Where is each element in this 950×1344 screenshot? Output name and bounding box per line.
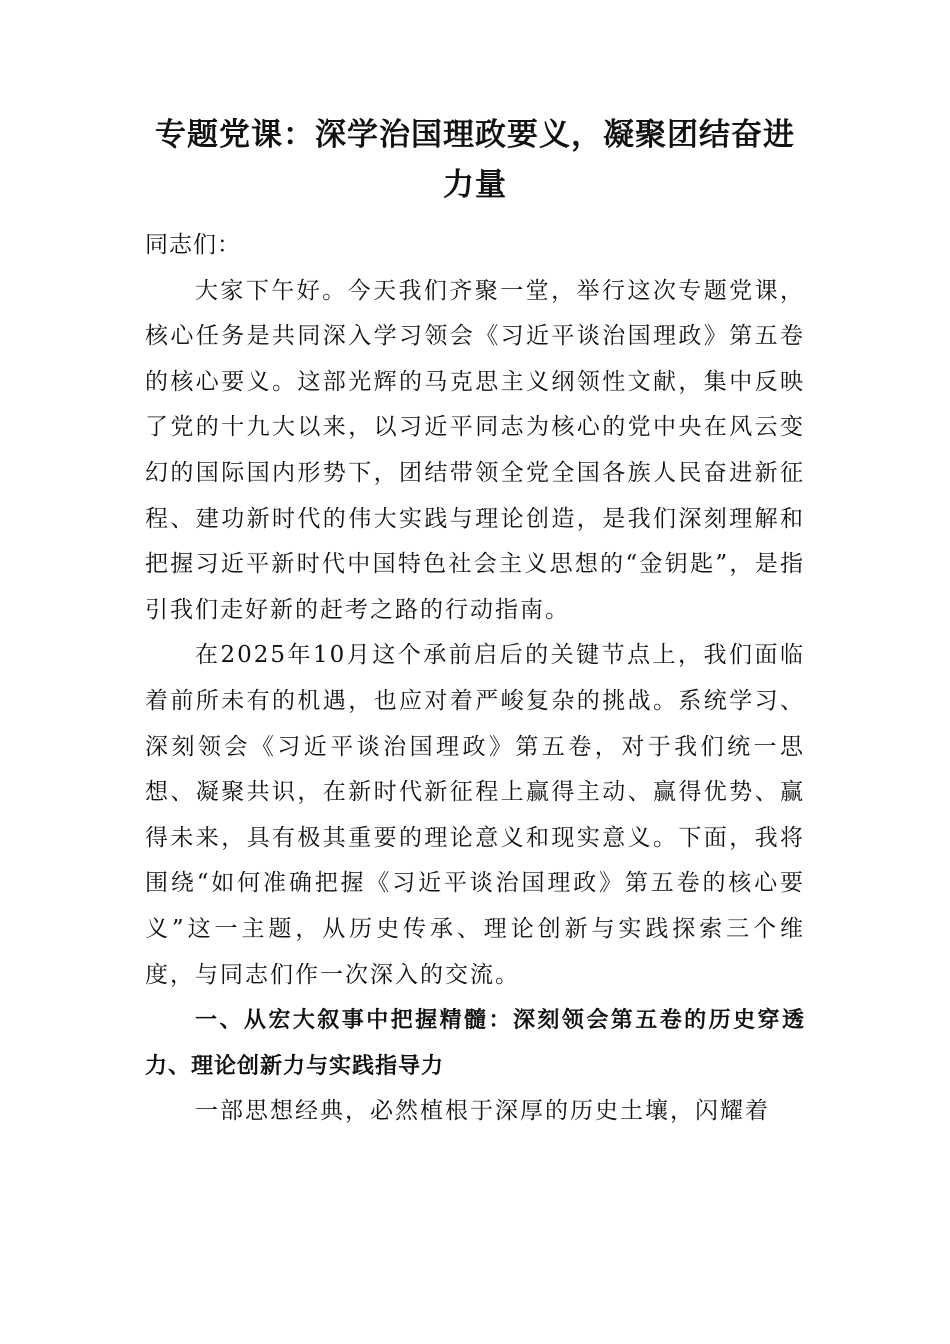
- body-paragraph-2: 在2025年10月这个承前启后的关键节点上，我们面临着前所未有的机遇，也应对着严峻复杂的挑战。系统学习、深刻领会《习近平谈治国理政》第五卷，对于我们统一思想、凝聚共识，在新时代新征程上赢得主动、赢得优势、赢得未来，具有极其重要的理论意义和现实意义。下面，我将围绕“如何准确把握《习近平谈治国理政》第五卷的核心要义”这一主题，从历史传承、理论创新与实践探索三个维度，与同志们作一次深入的交流。: [145, 642, 805, 988]
- section-heading-1: 一、从宏大叙事中把握精髓：深刻领会第五卷的历史穿透力、理论创新力与实践指导力: [145, 1008, 805, 1079]
- section-1-paragraph: 一部思想经典，必然植根于深厚的历史土壤，闪耀着: [195, 1098, 770, 1125]
- body-paragraph-1: 大家下午好。今天我们齐聚一堂，举行这次专题党课，核心任务是共同深入学习领会《习近平谈治国理政》第五卷的核心要义。这部光辉的马克思主义纲领性文献，集中反映了党的十九大以来，以习近平同志为核心的党中央在风云变幻的国际国内形势下，团结带领全党全国各族人民奋进新征程、建功新时代的伟大实践与理论创造，是我们深刻理解和把握习近平新时代中国特色社会主义思想的“金钥匙”，是指引我们走好新的赶考之路的行动指南。: [145, 277, 805, 623]
- document-body: [145, 223, 805, 1135]
- salutation: 同志们：: [145, 232, 241, 258]
- document-title: 专题党课：深学治国理政要义，凝聚团结奋进力量: [155, 117, 795, 203]
